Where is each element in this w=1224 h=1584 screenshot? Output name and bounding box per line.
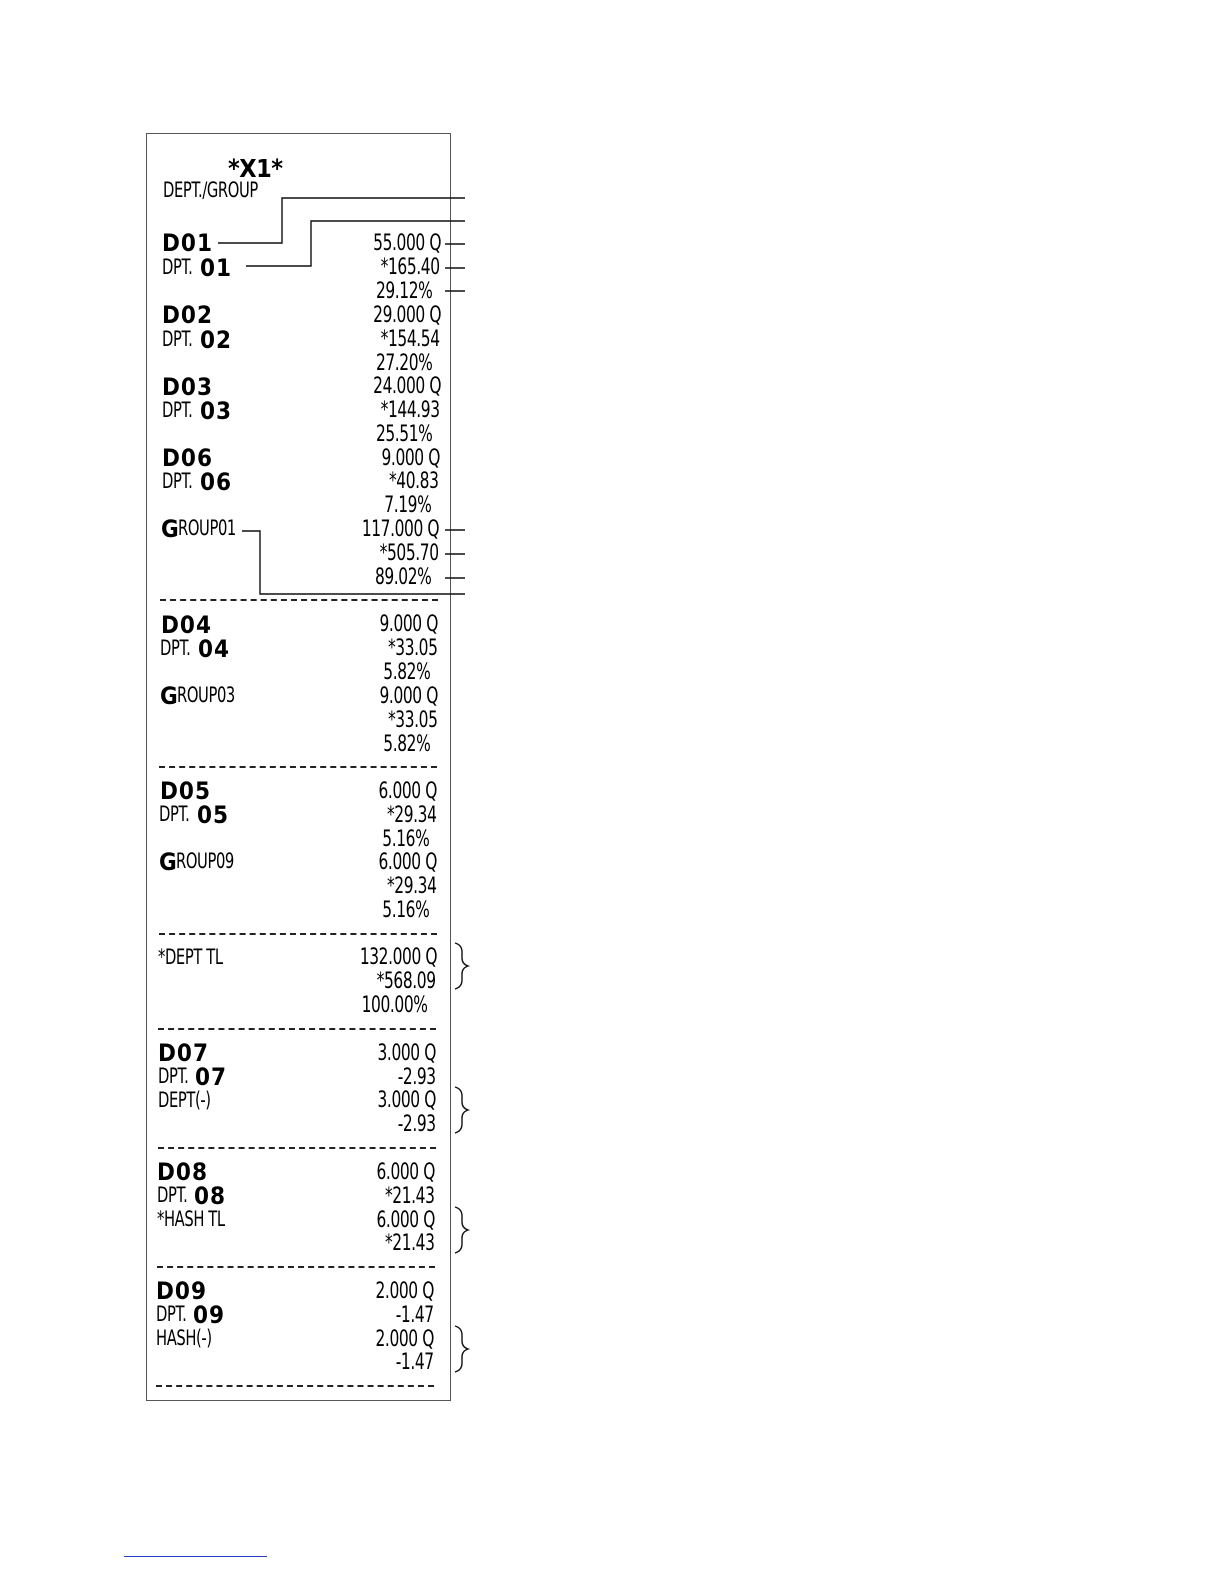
amount-d09: -1.47 [396, 1303, 434, 1328]
dept-name-prefix-07: DPT. [158, 1064, 189, 1088]
hash-total-label: *HASH TL [157, 1207, 225, 1231]
qty-d05: 6.000 Q [378, 779, 437, 804]
qty-d01: 55.000 Q [373, 231, 441, 256]
group03-label: ROUP03 [177, 683, 235, 707]
hash-total-amount: *21.43 [385, 1231, 435, 1256]
brace-hash-total [455, 1207, 468, 1253]
amount-group09: *29.34 [387, 874, 437, 899]
dept-total-amount: *568.09 [377, 969, 436, 994]
hash-minus-amount: -1.47 [396, 1350, 434, 1375]
dept-name-prefix-02: DPT. [162, 327, 193, 351]
dept-name-num-05: 05 [197, 801, 230, 829]
dept-total-pct: 100.00% [362, 993, 428, 1018]
dept-name-prefix-05: DPT. [159, 802, 190, 826]
pct-d03: 25.51% [375, 422, 432, 447]
qty-d09: 2.000 Q [375, 1279, 434, 1304]
dept-name-num-07: 07 [195, 1063, 228, 1091]
dept-name-num-09: 09 [193, 1301, 226, 1329]
report-type: DEPT./GROUP [163, 178, 258, 202]
pct-d05: 5.16% [381, 827, 429, 852]
pct-d06: 7.19% [383, 493, 431, 518]
amount-d01: *165.40 [381, 255, 440, 280]
amount-d04: *33.05 [388, 636, 438, 661]
brace-minus-dept [455, 1087, 468, 1133]
group09-label: ROUP09 [176, 849, 234, 873]
dept-name-prefix-08: DPT. [157, 1183, 188, 1207]
pct-d04: 5.82% [382, 660, 430, 685]
amount-d06: *40.83 [389, 469, 439, 494]
hash-minus-label: HASH(-) [156, 1326, 212, 1350]
dept-code-d04: D04 [161, 611, 212, 639]
qty-group03: 9.000 Q [379, 684, 438, 709]
dept-name-num-02: 02 [200, 326, 233, 354]
qty-d08: 6.000 Q [376, 1160, 435, 1185]
dept-name-num-06: 06 [200, 468, 233, 496]
dept-code-d08: D08 [157, 1158, 208, 1186]
qty-d07: 3.000 Q [377, 1041, 436, 1066]
qty-d03: 24.000 Q [373, 374, 441, 399]
qty-d06: 9.000 Q [381, 446, 440, 471]
pct-group09: 5.16% [381, 898, 429, 923]
brace-hash-minus [455, 1326, 468, 1372]
dept-code-d07: D07 [158, 1039, 209, 1067]
brace-dept-total [455, 943, 468, 989]
amount-d05: *29.34 [387, 803, 437, 828]
dept-code-d03: D03 [162, 373, 213, 401]
leader-group-name [242, 531, 465, 594]
dept-name-prefix-06: DPT. [162, 469, 193, 493]
qty-group01: 117.000 Q [361, 517, 439, 542]
minus-dept-qty: 3.000 Q [377, 1088, 436, 1113]
dept-code-d09: D09 [156, 1277, 207, 1305]
dept-name-num-01: 01 [200, 254, 233, 282]
dept-name-num-08: 08 [194, 1182, 227, 1210]
amount-d07: -2.93 [398, 1065, 436, 1090]
group03-label-g: G [160, 682, 179, 710]
dept-name-prefix-09: DPT. [156, 1302, 187, 1326]
pct-d01: 29.12% [375, 279, 432, 304]
dept-code-d05: D05 [160, 777, 211, 805]
dept-name-num-03: 03 [200, 397, 233, 425]
amount-d08: *21.43 [385, 1184, 435, 1209]
pct-group03: 5.82% [382, 732, 430, 757]
amount-group03: *33.05 [388, 708, 438, 733]
dept-code-d01: D01 [162, 229, 213, 257]
group01-label-g: G [161, 515, 180, 543]
dept-code-d02: D02 [162, 301, 213, 329]
group01-label: ROUP01 [178, 516, 236, 540]
dept-name-num-04: 04 [198, 635, 231, 663]
minus-dept-amount: -2.93 [398, 1112, 436, 1137]
hash-minus-qty: 2.000 Q [375, 1327, 434, 1352]
footer-rule [124, 1556, 267, 1557]
group09-label-g: G [159, 848, 178, 876]
dept-total-qty: 132.000 Q [359, 945, 437, 970]
amount-group01: *505.70 [380, 541, 439, 566]
amount-d03: *144.93 [381, 398, 440, 423]
dept-name-prefix-01: DPT. [162, 255, 193, 279]
dept-total-label: *DEPT TL [158, 945, 223, 969]
dept-name-prefix-03: DPT. [162, 398, 193, 422]
qty-d04: 9.000 Q [379, 612, 438, 637]
amount-d02: *154.54 [381, 327, 440, 352]
pct-group01: 89.02% [374, 565, 431, 590]
report-title: *X1* [228, 154, 283, 183]
dept-name-prefix-04: DPT. [160, 636, 191, 660]
hash-total-qty: 6.000 Q [376, 1208, 435, 1233]
dept-code-d06: D06 [162, 444, 213, 472]
pct-d02: 27.20% [375, 351, 432, 376]
qty-group09: 6.000 Q [378, 850, 437, 875]
minus-dept-label: DEPT(-) [158, 1088, 211, 1112]
qty-d02: 29.000 Q [373, 303, 441, 328]
